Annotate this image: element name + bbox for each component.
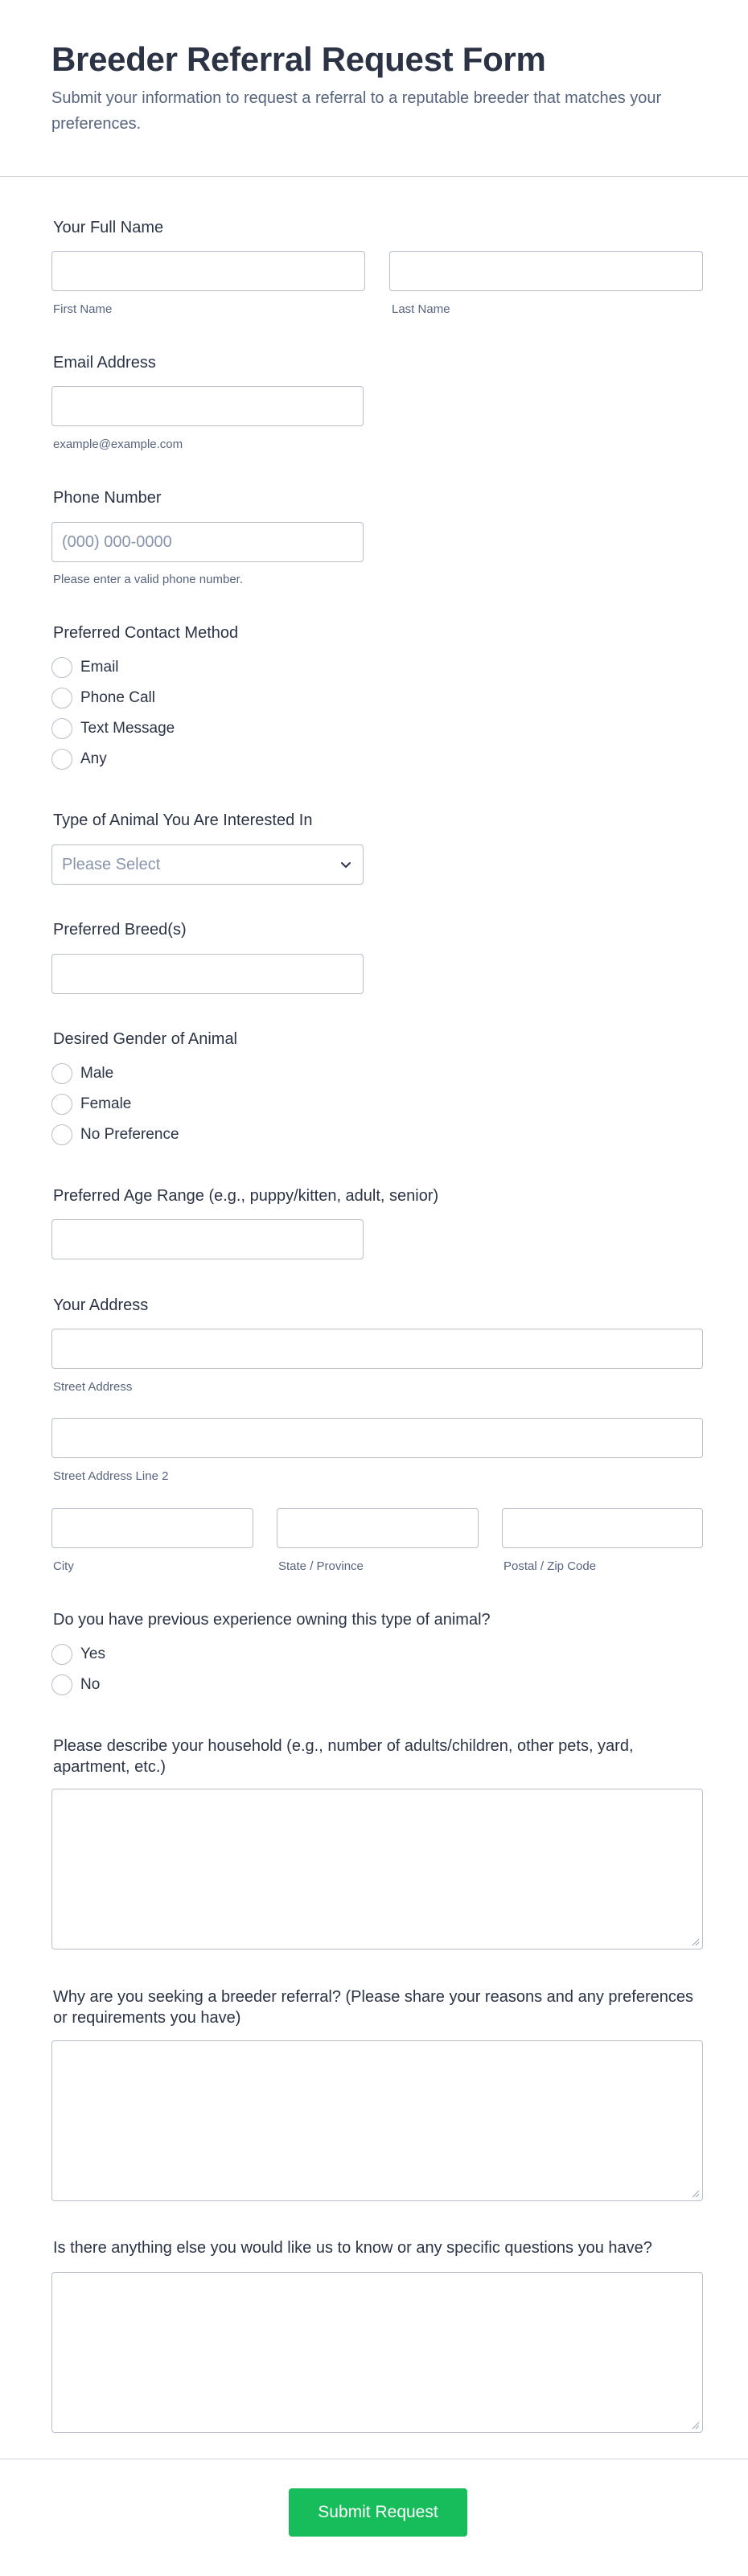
- radio-label: Yes: [80, 1645, 105, 1662]
- resize-grip-icon[interactable]: [690, 2188, 700, 2198]
- radio-button[interactable]: [51, 1644, 72, 1665]
- first-name-sublabel: First Name: [53, 302, 113, 316]
- radio-button[interactable]: [51, 1063, 72, 1084]
- submit-button[interactable]: Submit Request: [289, 2488, 467, 2537]
- email-label: Email Address: [53, 354, 156, 372]
- radio-label: Phone Call: [80, 689, 155, 706]
- radio-button[interactable]: [51, 657, 72, 678]
- radio-label: No Preference: [80, 1126, 179, 1143]
- breeds-input[interactable]: [51, 954, 364, 994]
- first-name-input[interactable]: [51, 251, 365, 291]
- radio-option-female[interactable]: [51, 1093, 131, 1115]
- postal-code-input[interactable]: [502, 1508, 703, 1548]
- radio-option-male[interactable]: [51, 1062, 113, 1085]
- last-name-sublabel: Last Name: [392, 302, 450, 316]
- radio-button[interactable]: [51, 1124, 72, 1145]
- phone-label: Phone Number: [53, 489, 162, 507]
- street-address-sublabel: Street Address: [53, 1380, 133, 1394]
- reason-label: Why are you seeking a breeder referral? (Please share your reasons and any preferences or requirements you have): [53, 1988, 693, 2027]
- animal-type-label: Type of Animal You Are Interested In: [53, 811, 313, 829]
- state-province-sublabel: State / Province: [278, 1559, 364, 1573]
- age-range-label: Preferred Age Range (e.g., puppy/kitten, adult, senior): [53, 1187, 439, 1205]
- page-subtitle: Submit your information to request a referral to a reputable breeder that matches your preferences.: [51, 89, 662, 133]
- radio-button[interactable]: [51, 1674, 72, 1695]
- animal-type-selected-value: Please Select: [62, 855, 161, 873]
- gender-label: Desired Gender of Animal: [53, 1030, 238, 1048]
- form-footer: [0, 2459, 748, 2576]
- radio-label: Any: [80, 750, 107, 767]
- radio-label: No: [80, 1676, 101, 1693]
- radio-option-phone-call[interactable]: [51, 687, 155, 709]
- phone-sublabel: Please enter a valid phone number.: [53, 573, 243, 586]
- street-address-input[interactable]: [51, 1329, 703, 1369]
- radio-label: Female: [80, 1095, 132, 1112]
- city-sublabel: City: [53, 1559, 74, 1573]
- animal-type-select[interactable]: [51, 844, 364, 885]
- household-textarea[interactable]: [51, 1789, 703, 1949]
- radio-button[interactable]: [51, 718, 72, 739]
- experience-label: Do you have previous experience owning this type of animal?: [53, 1611, 491, 1629]
- resize-grip-icon[interactable]: [690, 2420, 700, 2430]
- radio-label: Email: [80, 659, 119, 676]
- street-address-line2-sublabel: Street Address Line 2: [53, 1469, 169, 1483]
- street-address-line2-input[interactable]: [51, 1418, 703, 1458]
- radio-option-yes[interactable]: [51, 1643, 105, 1666]
- contact-method-label: Preferred Contact Method: [53, 624, 239, 642]
- radio-button[interactable]: [51, 688, 72, 709]
- form-header: [0, 0, 748, 177]
- radio-option-email[interactable]: [51, 656, 119, 679]
- radio-label: Text Message: [80, 720, 175, 737]
- chevron-down-icon: [339, 857, 353, 872]
- radio-option-no[interactable]: [51, 1674, 100, 1696]
- other-label: Is there anything else you would like us to know or any specific questions you have?: [53, 2239, 652, 2257]
- radio-button[interactable]: [51, 1094, 72, 1115]
- postal-code-sublabel: Postal / Zip Code: [503, 1559, 597, 1573]
- household-label: Please describe your household (e.g., number of adults/children, other pets, yard, apartment, etc.): [53, 1737, 634, 1776]
- full-name-label: Your Full Name: [53, 219, 164, 236]
- age-range-input[interactable]: [51, 1219, 364, 1259]
- page-title: Breeder Referral Request Form: [51, 40, 546, 78]
- address-label: Your Address: [53, 1296, 149, 1314]
- phone-input[interactable]: [51, 522, 364, 562]
- state-province-input[interactable]: [277, 1508, 479, 1548]
- breeds-label: Preferred Breed(s): [53, 921, 187, 939]
- other-textarea[interactable]: [51, 2272, 703, 2433]
- email-input[interactable]: [51, 386, 364, 426]
- radio-label: Male: [80, 1065, 114, 1082]
- radio-option-no-preference[interactable]: [51, 1124, 179, 1146]
- reason-textarea[interactable]: [51, 2040, 703, 2201]
- resize-grip-icon[interactable]: [690, 1937, 700, 1946]
- radio-option-any[interactable]: [51, 748, 107, 770]
- radio-option-text-message[interactable]: [51, 717, 175, 740]
- radio-button[interactable]: [51, 749, 72, 770]
- email-sublabel: example@example.com: [53, 438, 183, 451]
- last-name-input[interactable]: [389, 251, 703, 291]
- city-input[interactable]: [51, 1508, 253, 1548]
